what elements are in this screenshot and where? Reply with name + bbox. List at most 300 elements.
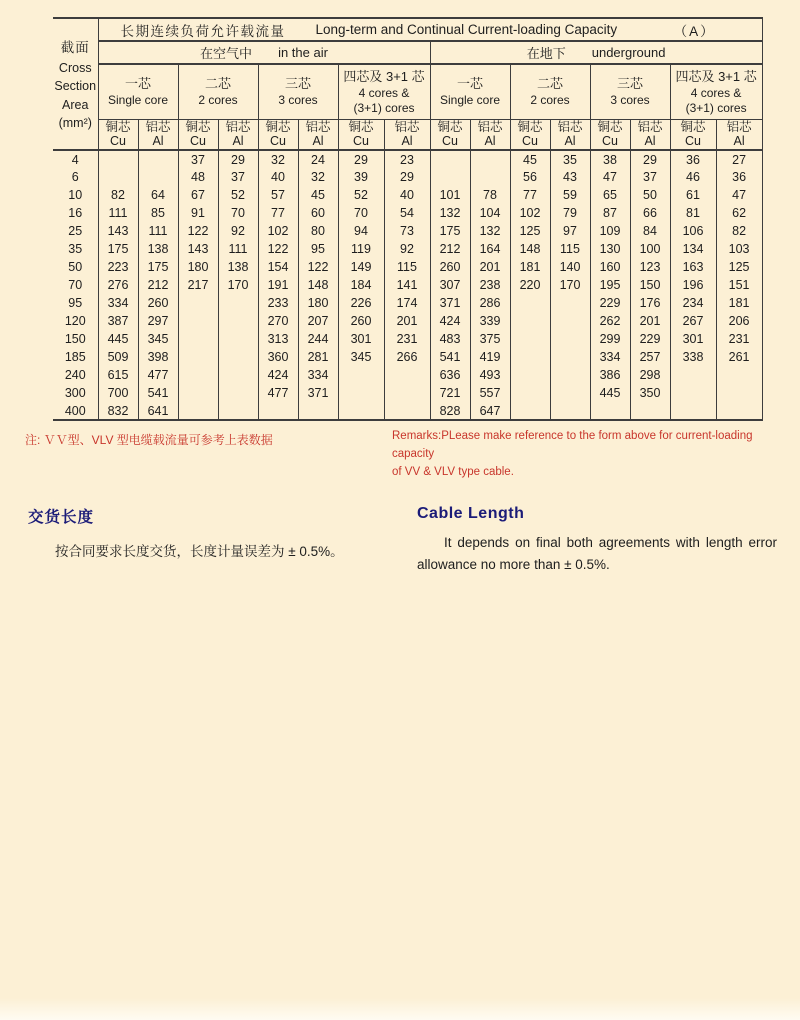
value-cell: 281 (298, 348, 338, 366)
conductor-cn: 铜芯 (437, 119, 463, 134)
value-cell (510, 294, 550, 312)
value-cell: 636 (430, 366, 470, 384)
value-cell: 24 (298, 150, 338, 168)
value-cell: 125 (716, 258, 762, 276)
value-cell: 483 (430, 330, 470, 348)
value-cell: 445 (98, 330, 138, 348)
table-row (53, 276, 762, 294)
value-cell: 32 (258, 150, 298, 168)
value-cell: 62 (716, 204, 762, 222)
remarks-en-line: Remarks:PLease make reference to the form above for current-loading capacity (392, 430, 753, 460)
core-group-en: 3 cores (278, 93, 318, 108)
value-cell: 301 (670, 330, 716, 348)
value-cell (138, 150, 178, 168)
value-cell (590, 402, 630, 420)
conductor-cn: 铜芯 (517, 119, 543, 134)
value-cell: 70 (338, 204, 384, 222)
core-group-air-single (98, 64, 178, 119)
value-cell (550, 366, 590, 384)
value-cell: 95 (298, 240, 338, 258)
value-cell: 138 (138, 240, 178, 258)
table-row (53, 402, 762, 420)
value-cell: 260 (338, 312, 384, 330)
size-cell: 70 (68, 278, 83, 292)
conductor-en: Al (644, 134, 656, 149)
size-cell: 300 (64, 386, 86, 400)
value-cell (510, 312, 550, 330)
value-cell: 132 (430, 204, 470, 222)
conductor-header-cu (670, 119, 716, 150)
value-cell (716, 366, 762, 384)
remarks-en-line: of VV & VLV type cable. (392, 465, 514, 478)
value-cell: 48 (178, 168, 218, 186)
value-cell: 29 (630, 150, 670, 168)
conductor-cn: 铝芯 (305, 119, 331, 134)
value-cell: 46 (670, 168, 716, 186)
conductor-en: Cu (110, 134, 126, 149)
conductor-header-al (138, 119, 178, 150)
value-cell: 201 (470, 258, 510, 276)
cable-length-body-en (417, 532, 777, 575)
value-cell: 87 (590, 204, 630, 222)
value-cell: 160 (590, 258, 630, 276)
value-cell: 350 (630, 384, 670, 402)
value-cell: 64 (138, 186, 178, 204)
size-cell: 6 (71, 170, 79, 184)
core-group-air-3cores (258, 64, 338, 119)
value-cell: 477 (138, 366, 178, 384)
value-cell (298, 402, 338, 420)
value-cell: 70 (218, 204, 258, 222)
value-cell: 181 (510, 258, 550, 276)
value-cell: 97 (550, 222, 590, 240)
title-row (53, 18, 762, 41)
value-cell (384, 366, 430, 384)
conductor-row (53, 119, 762, 150)
value-cell: 102 (258, 222, 298, 240)
conductor-cn: 铝芯 (394, 119, 420, 134)
value-cell: 122 (298, 258, 338, 276)
value-cell: 174 (384, 294, 430, 312)
size-cell: 50 (68, 260, 83, 274)
value-cell (670, 384, 716, 402)
value-cell: 141 (384, 276, 430, 294)
section-header-air (98, 41, 430, 64)
value-cell: 130 (590, 240, 630, 258)
core-group-underground-3cores (590, 64, 670, 119)
value-cell (716, 384, 762, 402)
value-cell: 37 (630, 168, 670, 186)
core-group-en: (3+1) cores (353, 100, 415, 115)
value-cell (510, 366, 550, 384)
core-group-underground-2cores (510, 64, 590, 119)
conductor-header-cu (178, 119, 218, 150)
core-group-cn: 二芯 (204, 76, 231, 92)
value-cell: 65 (590, 186, 630, 204)
conductor-en: Al (232, 134, 244, 149)
value-cell (178, 312, 218, 330)
value-cell: 122 (258, 240, 298, 258)
value-cell: 29 (218, 150, 258, 168)
table-title (98, 18, 762, 41)
note-cn: 注: ＶＶ型、VLV 型电缆载流量可参考上表数据 (25, 433, 273, 447)
table-title-en: Long-term and Continual Current-loading Capacity (315, 22, 618, 37)
conductor-cn: 铝芯 (477, 119, 503, 134)
conductor-header-cu (258, 119, 298, 150)
size-cell: 120 (64, 314, 86, 328)
conductor-en: Al (733, 134, 745, 149)
conductor-header-cu (338, 119, 384, 150)
value-cell: 386 (590, 366, 630, 384)
table-title-unit: （A） (673, 23, 716, 39)
size-cell: 95 (68, 296, 83, 310)
value-cell: 176 (630, 294, 670, 312)
value-cell: 298 (630, 366, 670, 384)
section-row (53, 41, 762, 64)
table-row (53, 258, 762, 276)
value-cell: 828 (430, 402, 470, 420)
value-cell: 38 (590, 150, 630, 168)
value-cell: 143 (98, 222, 138, 240)
cable-length-body-line: It depends on final both agreements with length error (444, 535, 777, 551)
value-cell: 299 (590, 330, 630, 348)
table-body (53, 150, 762, 420)
current-capacity-table (53, 17, 763, 421)
section-underground-cn: 在地下 (526, 46, 566, 61)
value-cell: 175 (98, 240, 138, 258)
value-cell: 125 (510, 222, 550, 240)
value-cell: 103 (716, 240, 762, 258)
value-cell: 151 (716, 276, 762, 294)
value-cell: 23 (384, 150, 430, 168)
value-cell (384, 402, 430, 420)
value-cell: 313 (258, 330, 298, 348)
value-cell: 163 (670, 258, 716, 276)
remarks-section (0, 428, 800, 481)
value-cell (218, 312, 258, 330)
value-cell: 50 (630, 186, 670, 204)
value-cell: 360 (258, 348, 298, 366)
value-cell (430, 168, 470, 186)
value-cell (550, 312, 590, 330)
size-cell: 400 (64, 403, 86, 418)
core-group-cn: 三芯 (284, 76, 311, 92)
cable-length-heading-en: Cable Length (417, 505, 525, 523)
value-cell: 229 (630, 330, 670, 348)
table-row (53, 204, 762, 222)
value-cell: 170 (550, 276, 590, 294)
value-cell: 101 (430, 186, 470, 204)
value-cell (630, 402, 670, 420)
core-group-en: Single core (107, 93, 169, 108)
value-cell: 66 (630, 204, 670, 222)
conductor-en: Cu (602, 134, 618, 149)
value-cell: 154 (258, 258, 298, 276)
value-cell (218, 402, 258, 420)
value-cell (98, 168, 138, 186)
value-cell: 419 (470, 348, 510, 366)
value-cell (716, 402, 762, 420)
value-cell (470, 168, 510, 186)
value-cell: 122 (178, 222, 218, 240)
cable-length-body-line: allowance no more than ± 0.5%. (417, 557, 610, 573)
value-cell: 54 (384, 204, 430, 222)
conductor-en: Cu (353, 134, 369, 149)
value-cell: 45 (298, 186, 338, 204)
value-cell: 94 (338, 222, 384, 240)
value-cell: 150 (630, 276, 670, 294)
conductor-cn: 铜芯 (265, 119, 291, 134)
conductor-cn: 铝芯 (145, 119, 171, 134)
value-cell: 67 (178, 186, 218, 204)
value-cell: 229 (590, 294, 630, 312)
value-cell: 175 (138, 258, 178, 276)
value-cell: 334 (590, 348, 630, 366)
value-cell: 148 (298, 276, 338, 294)
value-cell: 541 (138, 384, 178, 402)
core-group-underground-single (430, 64, 510, 119)
table-row (53, 384, 762, 402)
value-cell: 47 (590, 168, 630, 186)
section-air-en: in the air (278, 45, 328, 60)
value-cell: 557 (470, 384, 510, 402)
conductor-header-cu (98, 119, 138, 150)
cable-length-cn-block (0, 505, 417, 575)
core-group-en: (3+1) cores (685, 100, 747, 115)
value-cell: 270 (258, 312, 298, 330)
value-cell: 100 (630, 240, 670, 258)
corner-label-en: Area (62, 97, 89, 112)
value-cell: 201 (630, 312, 670, 330)
value-cell (550, 330, 590, 348)
value-cell (178, 402, 218, 420)
value-cell: 334 (298, 366, 338, 384)
value-cell: 338 (670, 348, 716, 366)
delivery-length-body-cn: 按合同要求长度交货，长度计量误差为 ± 0.5%。 (55, 544, 344, 560)
value-cell: 149 (338, 258, 384, 276)
value-cell (258, 402, 298, 420)
value-cell: 29 (384, 168, 430, 186)
value-cell: 61 (670, 186, 716, 204)
core-group-cn: 四芯及 3+1 芯 (343, 68, 425, 84)
size-cell: 150 (64, 332, 86, 346)
value-cell: 721 (430, 384, 470, 402)
table-row (53, 150, 762, 168)
value-cell: 181 (716, 294, 762, 312)
value-cell (510, 384, 550, 402)
value-cell: 345 (138, 330, 178, 348)
value-cell: 301 (338, 330, 384, 348)
conductor-en: Al (312, 134, 324, 149)
conductor-cn: 铝芯 (557, 119, 583, 134)
size-cell: 4 (71, 152, 79, 167)
value-cell: 262 (590, 312, 630, 330)
core-group-en: 2 cores (530, 93, 570, 108)
value-cell (218, 384, 258, 402)
conductor-header-al (218, 119, 258, 150)
value-cell: 260 (430, 258, 470, 276)
conductor-cn: 铝芯 (637, 119, 663, 134)
value-cell: 371 (430, 294, 470, 312)
conductor-header-cu (510, 119, 550, 150)
value-cell: 276 (98, 276, 138, 294)
value-cell: 148 (510, 240, 550, 258)
value-cell: 57 (258, 186, 298, 204)
value-cell: 35 (550, 150, 590, 168)
value-cell: 79 (550, 204, 590, 222)
value-cell: 234 (670, 294, 716, 312)
value-cell: 297 (138, 312, 178, 330)
size-cell: 25 (68, 224, 83, 238)
value-cell (178, 384, 218, 402)
value-cell: 424 (258, 366, 298, 384)
value-cell: 196 (670, 276, 716, 294)
value-cell: 244 (298, 330, 338, 348)
value-cell: 52 (218, 186, 258, 204)
value-cell: 43 (550, 168, 590, 186)
table-row (53, 330, 762, 348)
value-cell: 226 (338, 294, 384, 312)
value-cell: 40 (258, 168, 298, 186)
value-cell: 81 (670, 204, 716, 222)
value-cell (550, 348, 590, 366)
value-cell: 104 (470, 204, 510, 222)
value-cell: 260 (138, 294, 178, 312)
value-cell: 170 (218, 276, 258, 294)
value-cell: 134 (670, 240, 716, 258)
delivery-length-heading-cn: 交货长度 (28, 509, 95, 527)
value-cell: 266 (384, 348, 430, 366)
conductor-cn: 铝芯 (726, 119, 752, 134)
value-cell: 80 (298, 222, 338, 240)
value-cell (510, 348, 550, 366)
conductor-en: Cu (442, 134, 458, 149)
conductor-header-al (298, 119, 338, 150)
value-cell: 238 (470, 276, 510, 294)
conductor-header-al (550, 119, 590, 150)
conductor-en: Al (484, 134, 496, 149)
value-cell: 180 (178, 258, 218, 276)
core-group-en: 4 cores & (690, 85, 742, 100)
table-title-cn: 长期连续负荷允许载流量 (120, 23, 286, 39)
corner-unit: (mm²) (58, 115, 92, 130)
value-cell: 39 (338, 168, 384, 186)
value-cell: 92 (384, 240, 430, 258)
conductor-en: Cu (190, 134, 206, 149)
value-cell: 257 (630, 348, 670, 366)
value-cell: 398 (138, 348, 178, 366)
size-cell: 10 (68, 188, 83, 202)
value-cell: 45 (510, 150, 550, 168)
value-cell: 92 (218, 222, 258, 240)
value-cell (550, 294, 590, 312)
table-row (53, 312, 762, 330)
value-cell: 231 (716, 330, 762, 348)
value-cell (384, 384, 430, 402)
conductor-en: Al (564, 134, 576, 149)
table-row (53, 168, 762, 186)
conductor-cn: 铜芯 (680, 119, 706, 134)
value-cell: 375 (470, 330, 510, 348)
value-cell: 85 (138, 204, 178, 222)
value-cell (510, 402, 550, 420)
value-cell: 647 (470, 402, 510, 420)
conductor-en: Cu (270, 134, 286, 149)
value-cell: 115 (384, 258, 430, 276)
value-cell: 180 (298, 294, 338, 312)
value-cell: 307 (430, 276, 470, 294)
value-cell: 60 (298, 204, 338, 222)
core-group-en: 2 cores (198, 93, 238, 108)
core-group-cn: 四芯及 3+1 芯 (675, 68, 757, 84)
value-cell: 82 (98, 186, 138, 204)
value-cell (178, 294, 218, 312)
value-cell: 164 (470, 240, 510, 258)
table-row (53, 222, 762, 240)
value-cell: 47 (716, 186, 762, 204)
value-cell: 123 (630, 258, 670, 276)
value-cell: 109 (590, 222, 630, 240)
conductor-header-al (384, 119, 430, 150)
value-cell (218, 294, 258, 312)
conductor-en: Cu (685, 134, 701, 149)
value-cell: 106 (670, 222, 716, 240)
value-cell: 217 (178, 276, 218, 294)
value-cell: 143 (178, 240, 218, 258)
core-group-en: 3 cores (610, 93, 650, 108)
core-group-en: Single core (439, 93, 501, 108)
value-cell: 195 (590, 276, 630, 294)
value-cell (138, 168, 178, 186)
value-cell: 233 (258, 294, 298, 312)
size-cell: 35 (68, 242, 83, 256)
conductor-cn: 铝芯 (225, 119, 251, 134)
value-cell: 445 (590, 384, 630, 402)
conductor-cn: 铜芯 (348, 119, 374, 134)
conductor-cn: 铜芯 (105, 119, 131, 134)
core-group-cn: 三芯 (616, 76, 643, 92)
value-cell: 641 (138, 402, 178, 420)
value-cell: 32 (298, 168, 338, 186)
value-cell: 212 (430, 240, 470, 258)
conductor-header-al (716, 119, 762, 150)
value-cell (218, 330, 258, 348)
core-group-air-4cores (338, 64, 430, 119)
value-cell: 27 (716, 150, 762, 168)
value-cell: 36 (670, 150, 716, 168)
value-cell: 77 (510, 186, 550, 204)
table-row (53, 348, 762, 366)
value-cell: 206 (716, 312, 762, 330)
value-cell: 73 (384, 222, 430, 240)
conductor-cn: 铜芯 (597, 119, 623, 134)
value-cell (550, 384, 590, 402)
size-cell: 16 (68, 206, 83, 220)
cable-length-section (0, 505, 800, 575)
conductor-header-cu (430, 119, 470, 150)
value-cell (178, 366, 218, 384)
value-cell: 59 (550, 186, 590, 204)
value-cell: 220 (510, 276, 550, 294)
value-cell (550, 402, 590, 420)
value-cell (430, 150, 470, 168)
value-cell: 138 (218, 258, 258, 276)
value-cell (510, 330, 550, 348)
value-cell: 102 (510, 204, 550, 222)
table-row (53, 240, 762, 258)
core-group-underground-4cores (670, 64, 762, 119)
value-cell (218, 366, 258, 384)
